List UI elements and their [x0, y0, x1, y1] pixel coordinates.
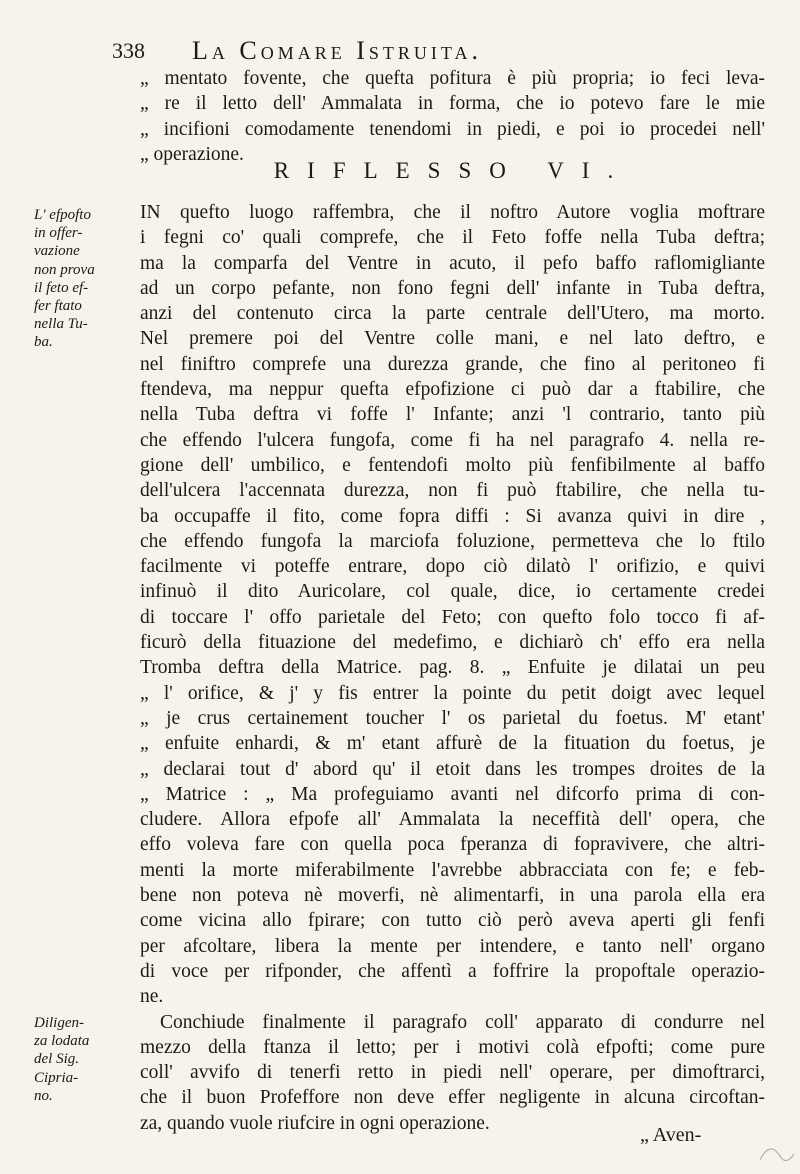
- margin-note-line: vazione: [34, 243, 80, 260]
- margin-note-line: non prova: [34, 261, 95, 278]
- text-line: Conchiude finalmente il paragrafo coll' apparato di condurre nel: [160, 1011, 765, 1033]
- margin-note-2: [34, 1014, 134, 1105]
- page-number: 338: [112, 38, 145, 63]
- text-line: ba occupaffe il fito, come fopra diffi : Si avanza quivi in dire ,: [140, 505, 765, 527]
- margin-note-line: del Sig.: [34, 1051, 79, 1068]
- margin-note-line: L' efpofto: [34, 207, 91, 223]
- margin-note-1: [34, 206, 134, 352]
- text-line: „ enfuite enhardi, & m' etant affurè de la fituation du foetus, je: [140, 733, 765, 755]
- text-line: ficurò della fituazione del medefimo, e dichiarò ch' effo era nella: [140, 632, 765, 654]
- catchword: „ Aven-: [640, 1124, 702, 1146]
- page-corner-mark: [750, 1100, 800, 1174]
- margin-note-line: no.: [34, 1087, 53, 1104]
- text-line: ne.: [140, 986, 164, 1008]
- text-line: di voce per rifponder, che affentì a foffrire la propoftale operazio-: [140, 960, 765, 982]
- text-line: i fegni co' quali comprefe, che il Feto foffe nella Tuba deftra;: [140, 227, 765, 249]
- text-line: Nel premere poi del Ventre colle mani, e nel lato deftro, e: [140, 328, 765, 350]
- text-line: bene non poteva nè moverfi, nè alimentarfi, in una parola ella era: [140, 885, 765, 907]
- text-line: per afcoltare, libera la mente per intendere, e tanto nell' organo: [140, 935, 765, 957]
- margin-note-line: fer ftato: [34, 298, 82, 315]
- margin-note-line: in offer-: [34, 225, 83, 242]
- main-text: [140, 200, 765, 1136]
- section-heading: RIFLESSO VI.: [273, 158, 632, 183]
- text-line: „ re il letto dell' Ammalata in forma, che io potevo fare le mie: [140, 93, 765, 115]
- margin-note-line: nella Tu-: [34, 316, 88, 333]
- text-line: che effendo fungofa la marciofa foluzione, permetteva che lo ftilo: [140, 530, 765, 552]
- text-line: dell'ulcera l'accennata durezza, non fi può ftabilire, che nella tu-: [140, 480, 765, 502]
- running-title: La Comare Istruita.: [192, 36, 482, 65]
- text-line: nel finiftro comprefe una durezza grande, che fino al peritoneo fi: [140, 353, 765, 375]
- margin-note-line: ba.: [34, 334, 53, 351]
- margin-note-line: za lodata: [34, 1033, 90, 1050]
- running-header: [112, 36, 672, 66]
- margin-note-line: il feto ef-: [34, 279, 89, 296]
- text-line: „ operazione.: [140, 143, 244, 165]
- text-line: „ je crus certainement toucher l' os parietal du foetus. M' etant': [140, 707, 765, 729]
- text-line: infinuò il dito Auricolare, col quale, dice, io certamente credei: [140, 581, 765, 603]
- text-line: nella Tuba deftra vi foffe l' Infante; anzi 'l contrario, tanto più: [140, 404, 765, 426]
- text-line: „ l' orifice, & j' y fis entrer la pointe du petit doigt avec lequel: [140, 682, 765, 704]
- text-line: „ declarai tout d' abord qu' il etoit dans les trompes droites de la: [140, 758, 765, 780]
- text-line: ftendeva, ma neppur quefta efpofizione ci può dar a ftabilire, che: [140, 379, 765, 401]
- text-line: ad un corpo pefante, non fono fegni dell' infante in Tuba deftra,: [140, 277, 765, 299]
- text-line: che il buon Profeffore non deve effer negligente in alcuna circoftan-: [140, 1087, 765, 1109]
- margin-note-line: Cipria-: [34, 1069, 79, 1086]
- text-line: ma la comparfa del Ventre in acuto, il pefo baffo raflomigliante: [140, 252, 765, 274]
- text-line: effo voleva fare con quella poca fperanza di fopravivere, che altri-: [140, 834, 765, 856]
- text-line: come vicina allo fpirare; con tutto ciò però aveva aperti gli fenfi: [140, 910, 765, 932]
- text-line: Tromba deftra della Matrice. pag. 8. „ Enfuite je dilatai un peu: [140, 657, 765, 679]
- text-line: IN quefto luogo raffembra, che il noftro Autore voglia moftrare: [140, 202, 765, 223]
- text-line: „ Matrice : „ Ma profeguiamo avanti nel difcorfo prima di con-: [140, 783, 765, 805]
- text-line: di toccare l' offo parietale del Feto; con quefto folo tocco fi af-: [140, 606, 765, 628]
- text-line: mezzo della ftanza il letto; per i motivi colà efpofti; come pure: [140, 1036, 765, 1058]
- text-line: coll' avvifo di tenerfi retto in piedi nell' operare, per dimoftrarci,: [140, 1062, 765, 1084]
- text-line: anzi del contenuto circa la parte centrale dell'Utero, ma morto.: [140, 303, 765, 325]
- text-line: gione dell' umbilico, e fentendofi molto più fenfibilmente al baffo: [140, 454, 765, 476]
- text-line: cludere. Allora efpofe all' Ammalata la neceffità dell' opera, che: [140, 809, 765, 831]
- text-line: menti la morte miferabilmente l'avrebbe abbracciata con fe; e feb-: [140, 859, 765, 881]
- margin-note-line: Diligen-: [34, 1015, 84, 1031]
- text-line: „ incifioni comodamente tenendomi in piedi, e poi io procedei nell': [140, 118, 765, 140]
- text-line: facilmente vi poteffe entrare, dopo ciò dilatò l' orifizio, e quivi: [140, 556, 765, 578]
- text-line: „ mentato fovente, che quefta pofitura è più propria; io feci leva-: [140, 68, 765, 89]
- intro-quotation: [140, 66, 765, 167]
- text-line: za, quando vuole riufcire in ogni operazione.: [140, 1112, 490, 1134]
- text-line: che effendo l'ulcera fungofa, come fi ha nel paragrafo 4. nella re-: [140, 429, 765, 451]
